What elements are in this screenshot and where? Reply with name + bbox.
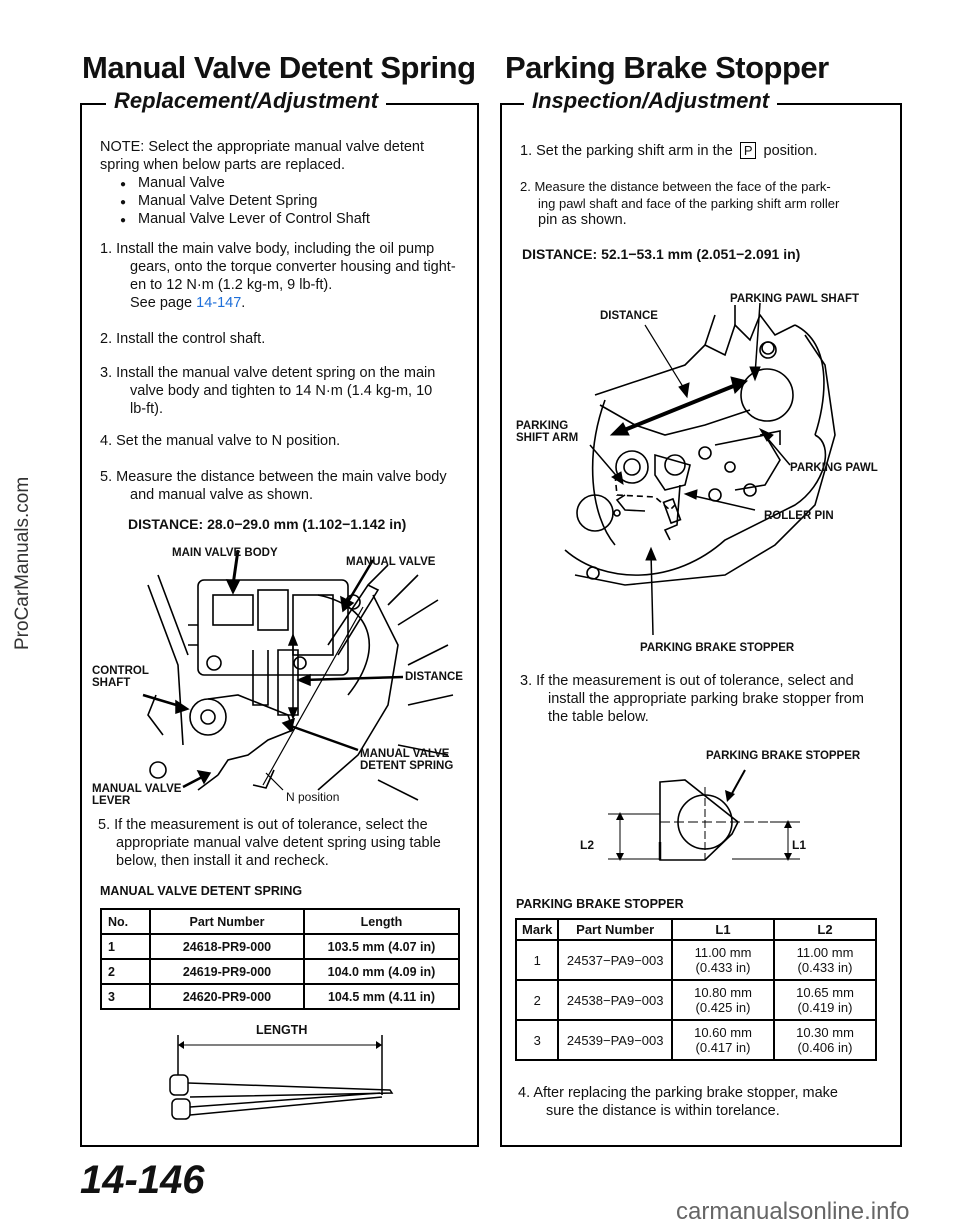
label-l2: L2 [580, 838, 595, 852]
step-line: appropriate manual valve detent spring using table [116, 835, 441, 851]
cell: 24538−PA9−003 [558, 980, 672, 1020]
label-n-position: N position [286, 790, 340, 804]
step-line: the table below. [548, 709, 649, 725]
step-line: 3. If the measurement is out of tolerance, select and [520, 673, 854, 689]
label-main-valve-body: MAIN VALVE BODY [172, 547, 278, 559]
label-line: SHIFT ARM [516, 432, 579, 444]
right-step-3 [520, 672, 892, 726]
bullet-item: ● Manual Valve [138, 174, 468, 192]
label-roller-pin: ROLLER PIN [764, 510, 834, 522]
cell: 2 [101, 959, 150, 984]
bullet-item: ● Manual Valve Lever of Control Shaft [138, 210, 468, 228]
cell-line: 10.30 mm [796, 1025, 854, 1040]
label-line: PARKING [516, 420, 569, 432]
left-step-6 [98, 816, 468, 870]
cell: 104.0 mm (4.09 in) [304, 959, 459, 984]
label-distance-left: DISTANCE [405, 671, 463, 683]
stopper-table [515, 918, 877, 1061]
cell: 2 [516, 980, 558, 1020]
left-distance-spec: DISTANCE: 28.0−29.0 mm (1.102−1.142 in) [128, 516, 407, 532]
cell: 3 [516, 1020, 558, 1060]
step-line: 3. Install the manual valve detent spring on the main [100, 365, 436, 381]
label-valve-lever [92, 783, 181, 807]
cell-line: (0.425 in) [695, 1000, 751, 1015]
label-line: MANUAL VALVE [92, 783, 182, 795]
page-link[interactable]: 14-147 [196, 295, 242, 311]
right-title: Parking Brake Stopper [505, 50, 829, 85]
detent-spring-table [100, 908, 460, 1010]
label-control-shaft [92, 665, 149, 689]
step-line: ing pawl shaft and face of the parking shift arm roller [538, 196, 840, 211]
label-length: LENGTH [256, 1023, 308, 1037]
col-part-number: Part Number [558, 919, 672, 940]
cell-line: (0.433 in) [797, 960, 853, 975]
spring-diagram [160, 1035, 400, 1135]
step-line: 1. Install the main valve body, including the oil pump [100, 241, 435, 257]
left-step-1: 1. Install the main valve body, including the oil pump gears, onto the torque converter housing and tight- en to 12 N·m (1.2 kg-m, 9 lb-ft). See page 14-147. [100, 240, 468, 312]
table-row [101, 959, 459, 984]
step-line: below, then install it and recheck. [116, 853, 329, 869]
side-watermark: ProCarManuals.com [12, 476, 33, 650]
left-step-4: 4. Set the manual valve to N position. [100, 433, 341, 449]
right-distance-spec: DISTANCE: 52.1−53.1 mm (2.051−2.091 in) [522, 246, 801, 262]
cell [774, 940, 876, 980]
cell [672, 1020, 774, 1060]
step-line: 4. After replacing the parking brake stopper, make [518, 1085, 838, 1101]
step-line: 5. If the measurement is out of tolerance, select the [98, 817, 428, 833]
left-step-5 [100, 468, 468, 504]
table-header-row [516, 919, 876, 940]
cell [774, 980, 876, 1020]
label-manual-valve: MANUAL VALVE [346, 556, 436, 568]
cell: 3 [101, 984, 150, 1009]
label-line: MANUAL VALVE [360, 748, 450, 760]
step-line: en to 12 N·m (1.2 kg-m, 9 lb-ft). [130, 277, 333, 293]
cell-line: (0.417 in) [695, 1040, 751, 1055]
detent-table-title: MANUAL VALVE DETENT SPRING [100, 884, 303, 898]
cell: 24537−PA9−003 [558, 940, 672, 980]
cell-line: 10.65 mm [796, 985, 854, 1000]
left-step-2: 2. Install the control shaft. [100, 331, 266, 347]
cell: 24619-PR9-000 [150, 959, 304, 984]
note-line-2: spring when below parts are replaced. [100, 157, 346, 173]
step-line: and manual valve as shown. [130, 487, 313, 503]
left-title: Manual Valve Detent Spring [82, 50, 476, 85]
label-l1: L1 [792, 838, 807, 852]
step-line: pin as shown. [538, 212, 627, 228]
left-subtitle: Replacement/Adjustment [106, 88, 386, 114]
cell: 1 [516, 940, 558, 980]
table-header-row [101, 909, 459, 934]
col-length: Length [304, 909, 459, 934]
see-page-text: See page [130, 295, 193, 311]
cell [672, 940, 774, 980]
label-line: CONTROL [92, 665, 149, 677]
cell-line: (0.406 in) [797, 1040, 853, 1055]
cell-line: (0.433 in) [695, 960, 751, 975]
step-line: 5. Measure the distance between the main valve body [100, 469, 447, 485]
cell-line: 11.00 mm [796, 945, 854, 960]
label-line: LEVER [92, 795, 131, 807]
table-row [516, 1020, 876, 1060]
step-line: lb-ft). [130, 401, 164, 417]
label-brake-stopper: PARKING BRAKE STOPPER [640, 642, 795, 654]
bottom-watermark: carmanualsonline.info [676, 1198, 910, 1225]
label-line: DETENT SPRING [360, 760, 454, 772]
step-text: position. [763, 143, 818, 159]
cell [774, 1020, 876, 1060]
table-row [516, 940, 876, 980]
step-text: 1. Set the parking shift arm in the [520, 143, 733, 159]
label-detent-spring [360, 748, 453, 772]
left-step-3 [100, 364, 468, 418]
left-note [100, 138, 468, 228]
col-l1: L1 [672, 919, 774, 940]
cell: 103.5 mm (4.07 in) [304, 934, 459, 959]
col-mark: Mark [516, 919, 558, 940]
table-row [101, 934, 459, 959]
label-parking-pawl: PARKING PAWL [790, 462, 878, 474]
cell-line: 10.60 mm [694, 1025, 752, 1040]
label-line: SHAFT [92, 677, 131, 689]
cell-line: 10.80 mm [694, 985, 752, 1000]
table-row [516, 980, 876, 1020]
label-shift-arm [516, 420, 578, 444]
cell: 24618-PR9-000 [150, 934, 304, 959]
bullet-item: ● Manual Valve Detent Spring [138, 192, 468, 210]
right-step-1 [520, 142, 818, 160]
step-line: 2. Measure the distance between the face of the park- [520, 179, 831, 194]
right-step-4 [518, 1084, 890, 1120]
step-line: install the appropriate parking brake stopper from [548, 691, 864, 707]
right-subtitle: Inspection/Adjustment [524, 88, 777, 114]
col-part-number: Part Number [150, 909, 304, 934]
table-row [101, 984, 459, 1009]
col-no: No. [101, 909, 150, 934]
cell: 24620-PR9-000 [150, 984, 304, 1009]
step-line: sure the distance is within torelance. [546, 1103, 780, 1119]
label-distance-right: DISTANCE [600, 310, 658, 322]
cell: 24539−PA9−003 [558, 1020, 672, 1060]
cell [672, 980, 774, 1020]
step-line: gears, onto the torque converter housing and tight- [130, 259, 456, 275]
col-l2: L2 [774, 919, 876, 940]
park-position-box: P [740, 142, 757, 159]
cell-line: 11.00 mm [694, 945, 752, 960]
right-step-2 [520, 178, 892, 229]
stopper-diagram-label: PARKING BRAKE STOPPER [706, 750, 861, 762]
note-line-1: NOTE: Select the appropriate manual valve detent [100, 139, 425, 155]
label-pawl-shaft: PARKING PAWL SHAFT [730, 293, 860, 305]
stopper-table-title: PARKING BRAKE STOPPER [516, 897, 684, 911]
step-line: valve body and tighten to 14 N·m (1.4 kg-m, 10 [130, 383, 433, 399]
cell: 104.5 mm (4.11 in) [304, 984, 459, 1009]
cell: 1 [101, 934, 150, 959]
cell-line: (0.419 in) [797, 1000, 853, 1015]
page-number: 14-146 [80, 1158, 205, 1202]
